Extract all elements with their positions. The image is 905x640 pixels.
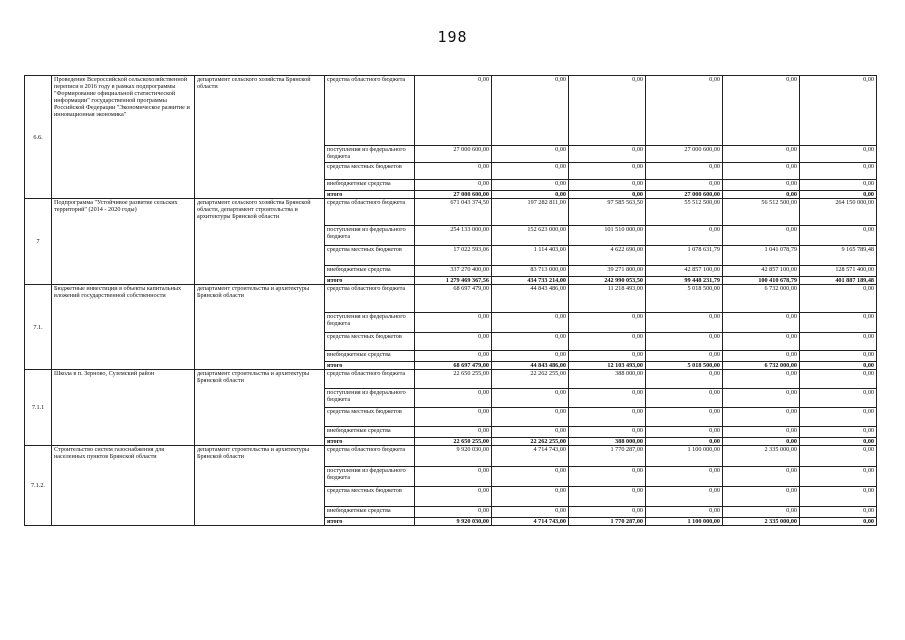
amount-cell: 0,00	[646, 408, 723, 427]
amount-cell: 0,00	[800, 351, 877, 362]
amount-cell: 0,00	[800, 507, 877, 518]
amount-cell: 0,00	[492, 408, 569, 427]
amount-cell: 0,00	[646, 389, 723, 408]
funding-source: итого	[325, 191, 415, 199]
amount-cell: 1 100 000,00	[646, 518, 723, 526]
amount-cell: 0,00	[646, 487, 723, 507]
amount-cell: 0,00	[723, 507, 800, 518]
amount-cell: 9 920 030,00	[415, 518, 492, 526]
amount-cell: 0,00	[646, 467, 723, 487]
funding-source: средства местных бюджетов	[325, 163, 415, 180]
amount-cell: 0,00	[723, 333, 800, 351]
measure-name: Подпрограмма "Устойчивое развитие сельских территорий" (2014 - 2020 годы)	[52, 199, 195, 285]
amount-cell: 0,00	[646, 180, 723, 191]
amount-cell: 0,00	[569, 333, 646, 351]
amount-cell: 401 887 189,48	[800, 277, 877, 285]
funding-source: внебюджетные средства	[325, 180, 415, 191]
amount-cell: 6 732 000,00	[723, 362, 800, 370]
amount-cell: 9 165 789,48	[800, 246, 877, 266]
amount-cell: 9 920 030,00	[415, 446, 492, 467]
funding-source: поступления из федерального бюджета	[325, 467, 415, 487]
amount-cell: 0,00	[800, 146, 877, 163]
amount-cell: 0,00	[800, 76, 877, 146]
funding-source: поступления из федерального бюджета	[325, 146, 415, 163]
amount-cell: 4 714 743,00	[492, 518, 569, 526]
funding-source: средства областного бюджета	[325, 446, 415, 467]
amount-cell: 0,00	[723, 351, 800, 362]
amount-cell: 1 041 078,79	[723, 246, 800, 266]
amount-cell: 0,00	[646, 313, 723, 333]
amount-cell: 0,00	[800, 180, 877, 191]
amount-cell: 0,00	[646, 163, 723, 180]
amount-cell: 68 697 479,00	[415, 285, 492, 313]
amount-cell: 0,00	[723, 226, 800, 246]
amount-cell: 0,00	[492, 427, 569, 438]
table-row	[25, 76, 877, 146]
amount-cell: 27 000 600,00	[415, 146, 492, 163]
amount-cell: 12 103 493,00	[569, 362, 646, 370]
amount-cell: 0,00	[492, 180, 569, 191]
executor: департамент строительства и архитектуры Брянской области	[195, 446, 325, 526]
funding-source: итого	[325, 518, 415, 526]
amount-cell: 2 335 000,00	[723, 518, 800, 526]
amount-cell: 0,00	[569, 163, 646, 180]
funding-source: поступления из федерального бюджета	[325, 389, 415, 408]
amount-cell: 0,00	[800, 285, 877, 313]
section-number: 7.1.2.	[25, 446, 52, 526]
amount-cell: 0,00	[415, 76, 492, 146]
amount-cell: 27 000 600,00	[415, 191, 492, 199]
measure-name: Бюджетные инвестиции в объекты капитальных вложений государственной собственности	[52, 285, 195, 370]
amount-cell: 0,00	[569, 408, 646, 427]
amount-cell: 0,00	[569, 389, 646, 408]
executor: департамент строительства и архитектуры Брянской области	[195, 370, 325, 446]
amount-cell: 1 770 287,00	[569, 518, 646, 526]
amount-cell: 83 713 000,00	[492, 266, 569, 277]
amount-cell: 0,00	[415, 427, 492, 438]
amount-cell: 6 732 000,00	[723, 285, 800, 313]
amount-cell: 0,00	[800, 333, 877, 351]
amount-cell: 0,00	[723, 427, 800, 438]
amount-cell: 42 857 100,00	[723, 266, 800, 277]
amount-cell: 337 270 400,00	[415, 266, 492, 277]
amount-cell: 0,00	[569, 467, 646, 487]
amount-cell: 0,00	[723, 487, 800, 507]
amount-cell: 5 018 500,00	[646, 285, 723, 313]
amount-cell: 0,00	[415, 313, 492, 333]
measure-name: Строительство систем газоснабжения для населенных пунктов Брянской области	[52, 446, 195, 526]
amount-cell: 44 843 486,00	[492, 285, 569, 313]
amount-cell: 1 770 287,00	[569, 446, 646, 467]
amount-cell: 100 410 678,79	[723, 277, 800, 285]
amount-cell: 0,00	[646, 76, 723, 146]
amount-cell: 4 622 690,00	[569, 246, 646, 266]
amount-cell: 0,00	[492, 191, 569, 199]
amount-cell: 152 623 000,00	[492, 226, 569, 246]
amount-cell: 0,00	[415, 180, 492, 191]
amount-cell: 0,00	[800, 438, 877, 446]
amount-cell: 99 448 231,79	[646, 277, 723, 285]
amount-cell: 0,00	[800, 191, 877, 199]
amount-cell: 0,00	[492, 507, 569, 518]
amount-cell: 0,00	[569, 487, 646, 507]
amount-cell: 0,00	[415, 351, 492, 362]
amount-cell: 0,00	[723, 163, 800, 180]
amount-cell: 97 585 563,50	[569, 199, 646, 226]
amount-cell: 0,00	[800, 446, 877, 467]
funding-source: средства областного бюджета	[325, 76, 415, 146]
funding-source: средства местных бюджетов	[325, 333, 415, 351]
executor: департамент строительства и архитектуры Брянской области	[195, 285, 325, 370]
amount-cell: 0,00	[492, 467, 569, 487]
amount-cell: 264 150 000,00	[800, 199, 877, 226]
amount-cell: 0,00	[415, 389, 492, 408]
amount-cell: 0,00	[415, 487, 492, 507]
amount-cell: 0,00	[800, 408, 877, 427]
amount-cell: 0,00	[800, 226, 877, 246]
amount-cell: 22 262 255,00	[492, 370, 569, 389]
amount-cell: 0,00	[800, 370, 877, 389]
amount-cell: 128 571 400,00	[800, 266, 877, 277]
amount-cell: 0,00	[492, 487, 569, 507]
amount-cell: 39 271 800,00	[569, 266, 646, 277]
amount-cell: 0,00	[723, 191, 800, 199]
funding-source: средства местных бюджетов	[325, 408, 415, 427]
amount-cell: 0,00	[800, 427, 877, 438]
section-number: 7.1.	[25, 285, 52, 370]
amount-cell: 0,00	[569, 191, 646, 199]
amount-cell: 0,00	[492, 351, 569, 362]
amount-cell: 17 022 593,06	[415, 246, 492, 266]
amount-cell: 0,00	[646, 370, 723, 389]
amount-cell: 0,00	[646, 226, 723, 246]
amount-cell: 68 697 479,00	[415, 362, 492, 370]
amount-cell: 0,00	[492, 76, 569, 146]
amount-cell: 0,00	[646, 427, 723, 438]
amount-cell: 1 078 631,79	[646, 246, 723, 266]
amount-cell: 5 018 500,00	[646, 362, 723, 370]
amount-cell: 27 000 600,00	[646, 146, 723, 163]
funding-source: средства местных бюджетов	[325, 487, 415, 507]
funding-source: внебюджетные средства	[325, 351, 415, 362]
amount-cell: 55 512 500,00	[646, 199, 723, 226]
section-number: 7	[25, 199, 52, 285]
amount-cell: 0,00	[415, 507, 492, 518]
amount-cell: 0,00	[569, 313, 646, 333]
amount-cell: 242 990 053,50	[569, 277, 646, 285]
amount-cell: 42 857 100,00	[646, 266, 723, 277]
amount-cell: 1 100 000,00	[646, 446, 723, 467]
funding-source: средства областного бюджета	[325, 370, 415, 389]
amount-cell: 0,00	[569, 76, 646, 146]
amount-cell: 0,00	[800, 487, 877, 507]
amount-cell: 101 510 000,00	[569, 226, 646, 246]
amount-cell: 0,00	[492, 313, 569, 333]
funding-source: средства местных бюджетов	[325, 246, 415, 266]
funding-source: внебюджетные средства	[325, 427, 415, 438]
table-row	[25, 370, 877, 389]
funding-source: поступления из федерального бюджета	[325, 226, 415, 246]
funding-source: итого	[325, 438, 415, 446]
amount-cell: 56 512 500,00	[723, 199, 800, 226]
amount-cell: 0,00	[723, 146, 800, 163]
measure-name: Школа в п. Зерново, Суземский район	[52, 370, 195, 446]
amount-cell: 22 650 255,00	[415, 438, 492, 446]
funding-source: итого	[325, 362, 415, 370]
amount-cell: 0,00	[723, 389, 800, 408]
amount-cell: 434 733 214,00	[492, 277, 569, 285]
amount-cell: 22 262 255,00	[492, 438, 569, 446]
amount-cell: 197 282 811,00	[492, 199, 569, 226]
amount-cell: 0,00	[646, 438, 723, 446]
amount-cell: 0,00	[569, 180, 646, 191]
measure-name: Проведение Всероссийской сельскохозяйственной переписи в 2016 году в рамках подпрограммы "Формирование официальной статистической информации" государственной программы Российской Федерации "Экономическое развитие и инновационная экономика"	[52, 76, 195, 199]
funding-source: внебюджетные средства	[325, 507, 415, 518]
amount-cell: 2 335 000,00	[723, 446, 800, 467]
funding-source: средства областного бюджета	[325, 199, 415, 226]
amount-cell: 22 650 255,00	[415, 370, 492, 389]
amount-cell: 0,00	[415, 333, 492, 351]
amount-cell: 0,00	[415, 163, 492, 180]
amount-cell: 0,00	[723, 76, 800, 146]
amount-cell: 0,00	[723, 408, 800, 427]
amount-cell: 0,00	[800, 389, 877, 408]
amount-cell: 0,00	[646, 333, 723, 351]
funding-source: итого	[325, 277, 415, 285]
amount-cell: 671 043 374,50	[415, 199, 492, 226]
page-number: 198	[437, 28, 468, 46]
amount-cell: 0,00	[800, 163, 877, 180]
amount-cell: 0,00	[723, 438, 800, 446]
amount-cell: 254 133 000,00	[415, 226, 492, 246]
amount-cell: 0,00	[569, 507, 646, 518]
amount-cell: 0,00	[415, 408, 492, 427]
amount-cell: 0,00	[492, 389, 569, 408]
table-row	[25, 285, 877, 313]
funding-source: поступления из федерального бюджета	[325, 313, 415, 333]
amount-cell: 0,00	[415, 467, 492, 487]
section-number: 7.1.1	[25, 370, 52, 446]
amount-cell: 0,00	[646, 507, 723, 518]
amount-cell: 0,00	[569, 351, 646, 362]
table-row	[25, 199, 877, 226]
amount-cell: 0,00	[492, 333, 569, 351]
amount-cell: 0,00	[723, 180, 800, 191]
amount-cell: 0,00	[800, 362, 877, 370]
section-number: 6.6.	[25, 76, 52, 199]
amount-cell: 11 218 493,00	[569, 285, 646, 313]
amount-cell: 0,00	[646, 351, 723, 362]
budget-table	[24, 75, 877, 526]
amount-cell: 1 114 403,00	[492, 246, 569, 266]
amount-cell: 0,00	[800, 518, 877, 526]
funding-source: средства областного бюджета	[325, 285, 415, 313]
amount-cell: 0,00	[800, 467, 877, 487]
amount-cell: 0,00	[723, 313, 800, 333]
executor: департамент сельского хозяйства Брянской области	[195, 76, 325, 199]
amount-cell: 388 000,00	[569, 438, 646, 446]
table-row	[25, 446, 877, 467]
amount-cell: 27 000 600,00	[646, 191, 723, 199]
amount-cell: 1 279 469 367,56	[415, 277, 492, 285]
amount-cell: 0,00	[492, 146, 569, 163]
amount-cell: 0,00	[492, 163, 569, 180]
amount-cell: 4 714 743,00	[492, 446, 569, 467]
budget-table-body	[25, 76, 877, 526]
funding-source: внебюджетные средства	[325, 266, 415, 277]
amount-cell: 0,00	[569, 146, 646, 163]
amount-cell: 0,00	[723, 467, 800, 487]
amount-cell: 0,00	[569, 427, 646, 438]
amount-cell: 388 000,00	[569, 370, 646, 389]
amount-cell: 44 843 486,00	[492, 362, 569, 370]
executor: департамент сельского хозяйства Брянской области, департамент строительства и архитектуры Брянской области	[195, 199, 325, 285]
amount-cell: 0,00	[800, 313, 877, 333]
amount-cell: 0,00	[723, 370, 800, 389]
